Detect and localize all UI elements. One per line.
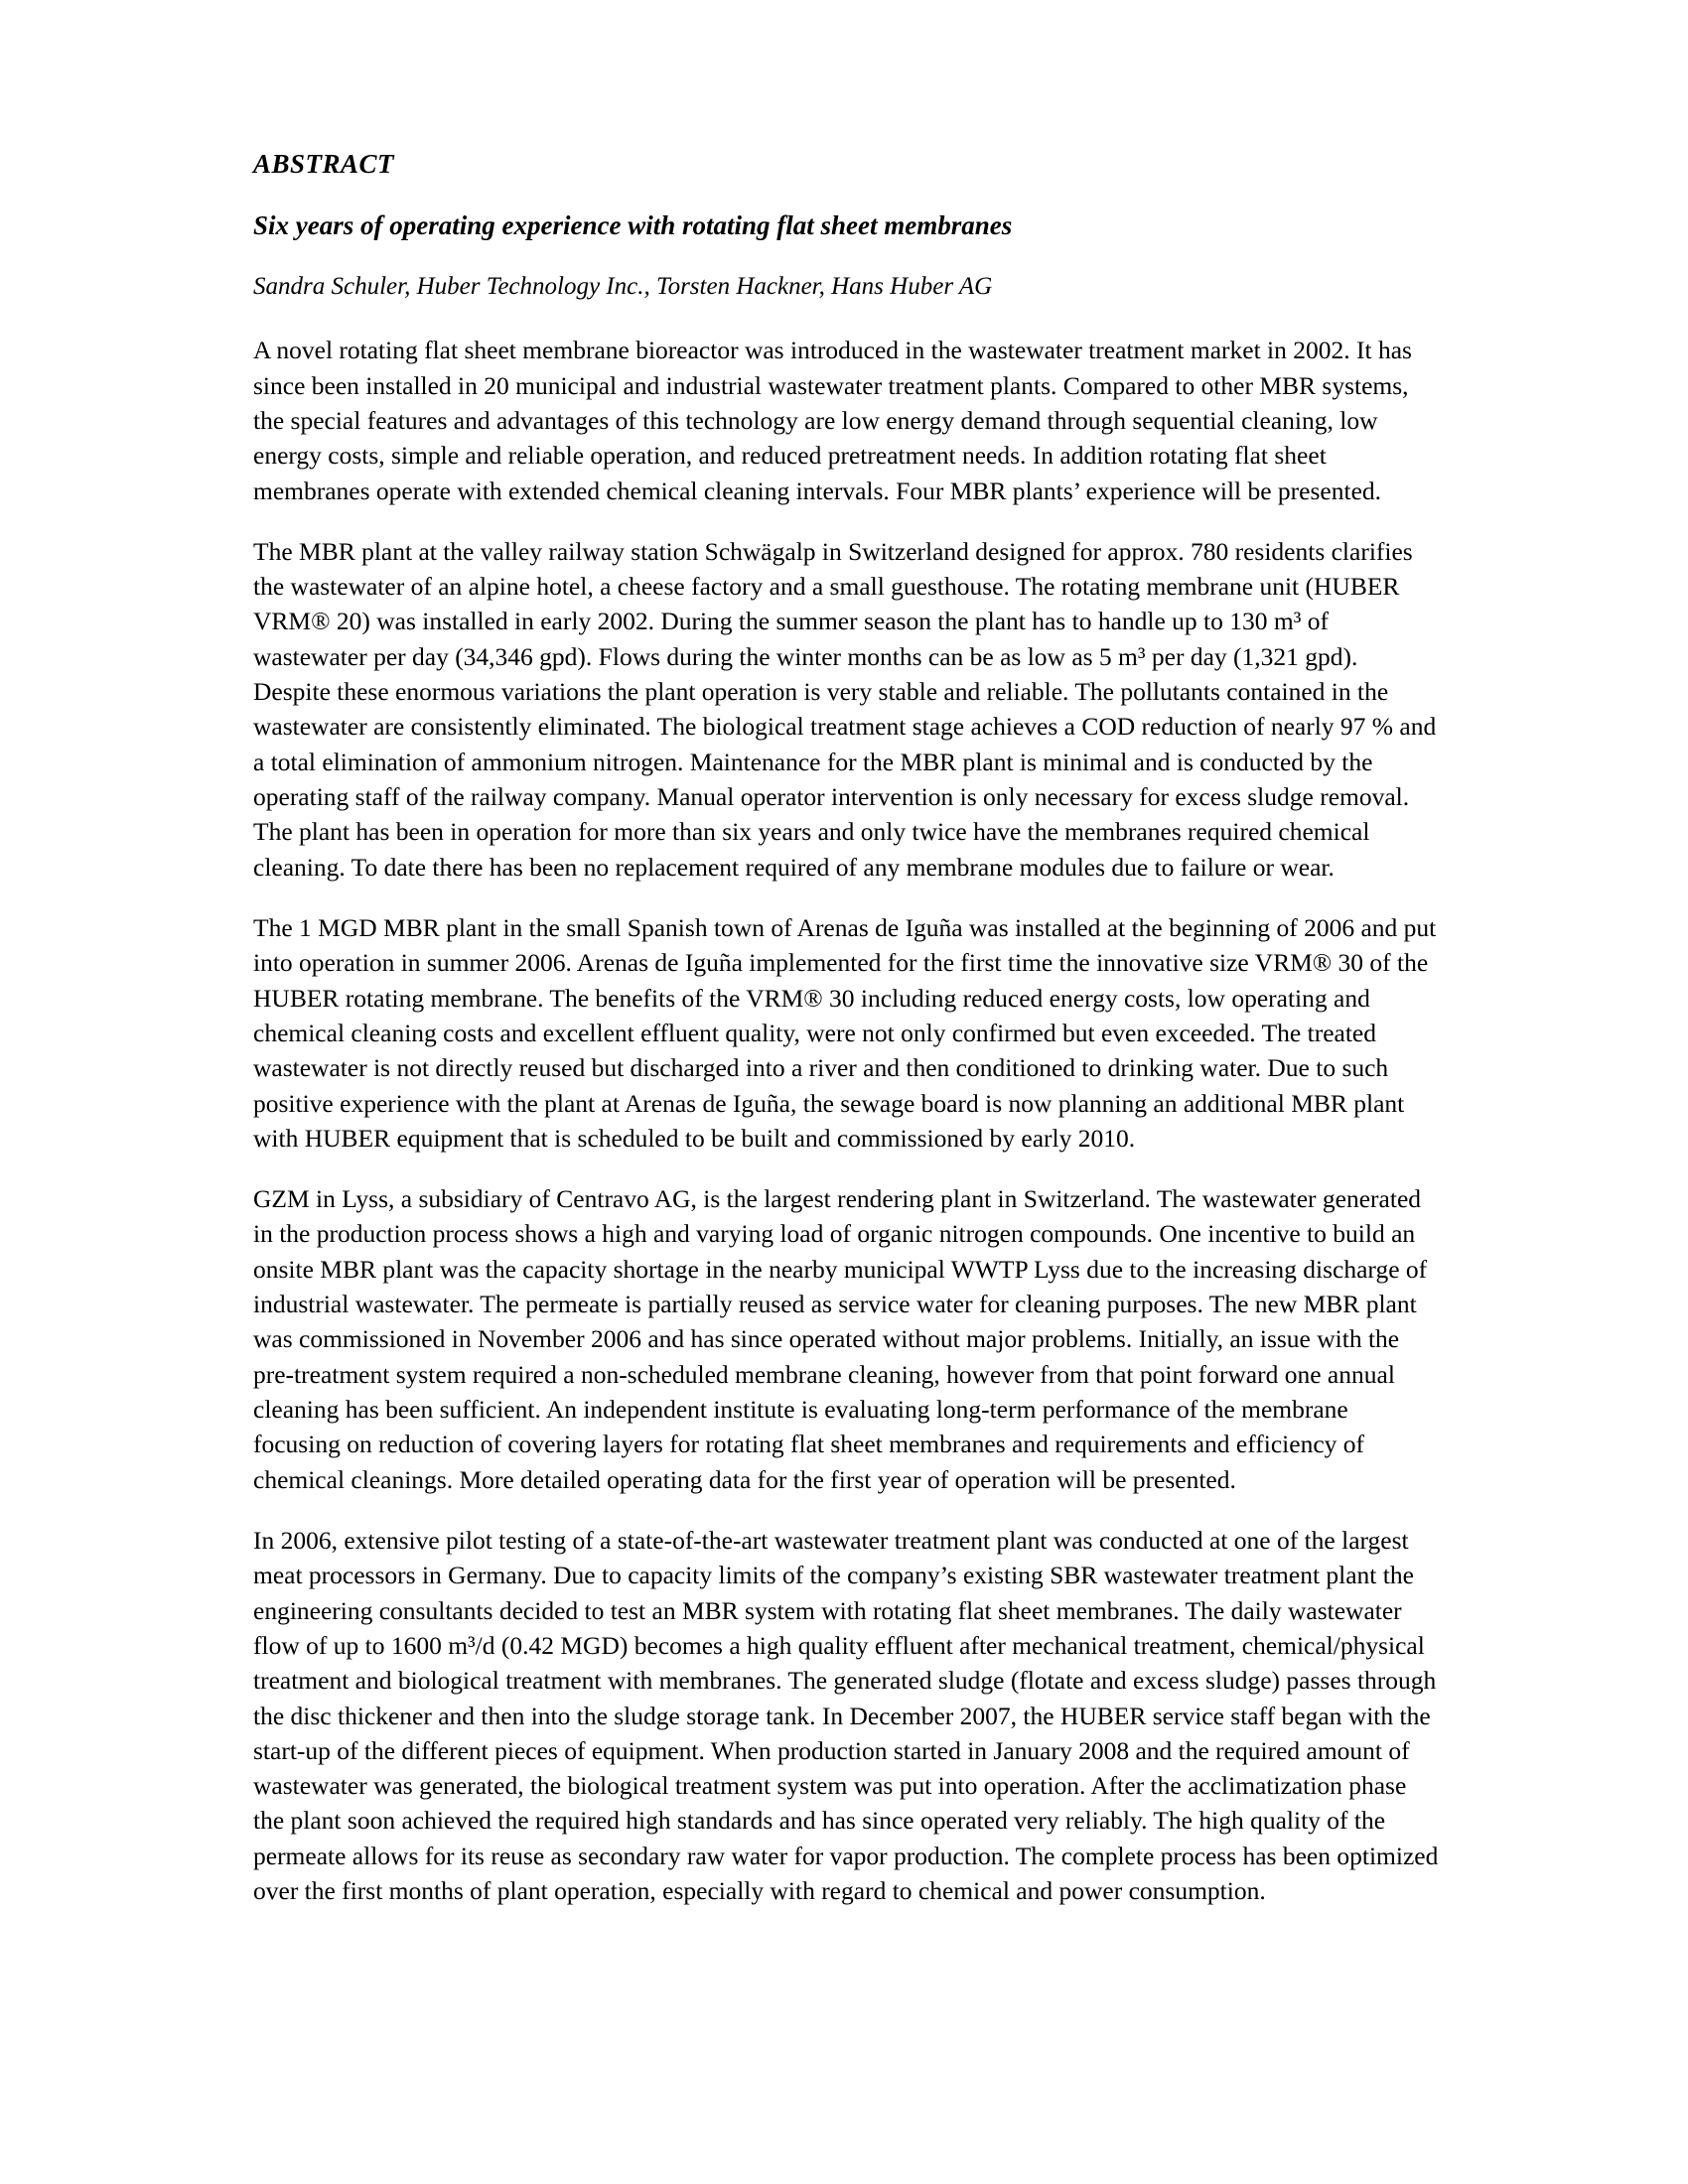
document-content <box>253 149 1440 1934</box>
abstract-heading: ABSTRACT <box>253 149 395 179</box>
abstract-paragraph-2: The MBR plant at the valley railway station Schwägalp in Switzerland designed for approx. 780 residents clarifies the wastewater of an alpine hotel, a cheese factory and a small guesthouse. The rotating membrane unit (HUBER VRM® 20) was installed in early 2002. During the summer season the plant has to handle up to 130 m³ of wastewater per day (34,346 gpd). Flows during the winter months can be as low as 5 m³ per day (1,321 gpd). Despite these enormous variations the plant operation is very stable and reliable. The pollutants contained in the wastewater are consistently eliminated. The biological treatment stage achieves a COD reduction of nearly 97 % and a total elimination of ammonium nitrogen. Maintenance for the MBR plant is minimal and is conducted by the operating staff of the railway company. Manual operator intervention is only necessary for excess sludge removal. The plant has been in operation for more than six years and only twice have the membranes required chemical cleaning. To date there has been no replacement required of any membrane modules due to failure or wear. <box>253 536 1437 882</box>
abstract-paragraph-3: The 1 MGD MBR plant in the small Spanish town of Arenas de Iguña was installed at the beginning of 2006 and put into operation in summer 2006. Arenas de Iguña implemented for the first time the innovative size VRM® 30 of the HUBER rotating membrane. The benefits of the VRM® 30 including reduced energy costs, low operating and chemical cleaning costs and excellent effluent quality, were not only confirmed but even exceeded. The treated wastewater is not directly reused but discharged into a river and then conditioned to drinking water. Due to such positive experience with the plant at Arenas de Iguña, the sewage board is now planning an additional MBR plant with HUBER equipment that is scheduled to be built and commissioned by early 2010. <box>253 912 1437 1153</box>
abstract-paragraph-4: GZM in Lyss, a subsidiary of Centravo AG, is the largest rendering plant in Switzerland. The wastewater generated in the production process shows a high and varying load of organic nitrogen compounds. One incentive to build an onsite MBR plant was the capacity shortage in the nearby municipal WWTP Lyss due to the increasing discharge of industrial wastewater. The permeate is partially reused as service water for cleaning purposes. The new MBR plant was commissioned in November 2006 and has since operated without major problems. Initially, an issue with the pre-treatment system required a non-scheduled membrane cleaning, however from that point forward one annual cleaning has been sufficient. An independent institute is evaluating long-term performance of the membrane focusing on reduction of covering layers for rotating flat sheet membranes and requirements and efficiency of chemical cleanings. More detailed operating data for the first year of operation will be presented. <box>253 1184 1428 1494</box>
page-title: Six years of operating experience with rotating flat sheet membranes <box>253 210 1013 240</box>
abstract-paragraph-5: In 2006, extensive pilot testing of a state-of-the-art wastewater treatment plant was conducted at one of the largest meat processors in Germany. Due to capacity limits of the company’s existing SBR wastewater treatment plant the engineering consultants decided to test an MBR system with rotating flat sheet membranes. The daily wastewater flow of up to 1600 m³/d (0.42 MGD) becomes a high quality effluent after mechanical treatment, chemical/physical treatment and biological treatment with membranes. The generated sludge (flotate and excess sludge) passes through the disc thickener and then into the sludge storage tank. In December 2007, the HUBER service staff began with the start-up of the different pieces of equipment. When production started in January 2008 and the required amount of wastewater was generated, the biological treatment system was put into operation. After the acclimatization phase the plant soon achieved the required high standards and has since operated very reliably. The high quality of the permeate allows for its reuse as secondary raw water for vapor production. The complete process has been optimized over the first months of plant operation, especially with regard to chemical and power consumption. <box>253 1525 1439 1906</box>
author-list: Sandra Schuler, Huber Technology Inc., Torsten Hackner, Hans Huber AG <box>253 272 993 300</box>
abstract-paragraph-1: A novel rotating flat sheet membrane bioreactor was introduced in the wastewater treatment market in 2002. It has since been installed in 20 municipal and industrial wastewater treatment plants. Compared to other MBR systems, the special features and advantages of this technology are low energy demand through sequential cleaning, low energy costs, simple and reliable operation, and reduced pretreatment needs. In addition rotating flat sheet membranes operate with extended chemical cleaning intervals. Four MBR plants’ experience will be presented. <box>253 336 1412 505</box>
